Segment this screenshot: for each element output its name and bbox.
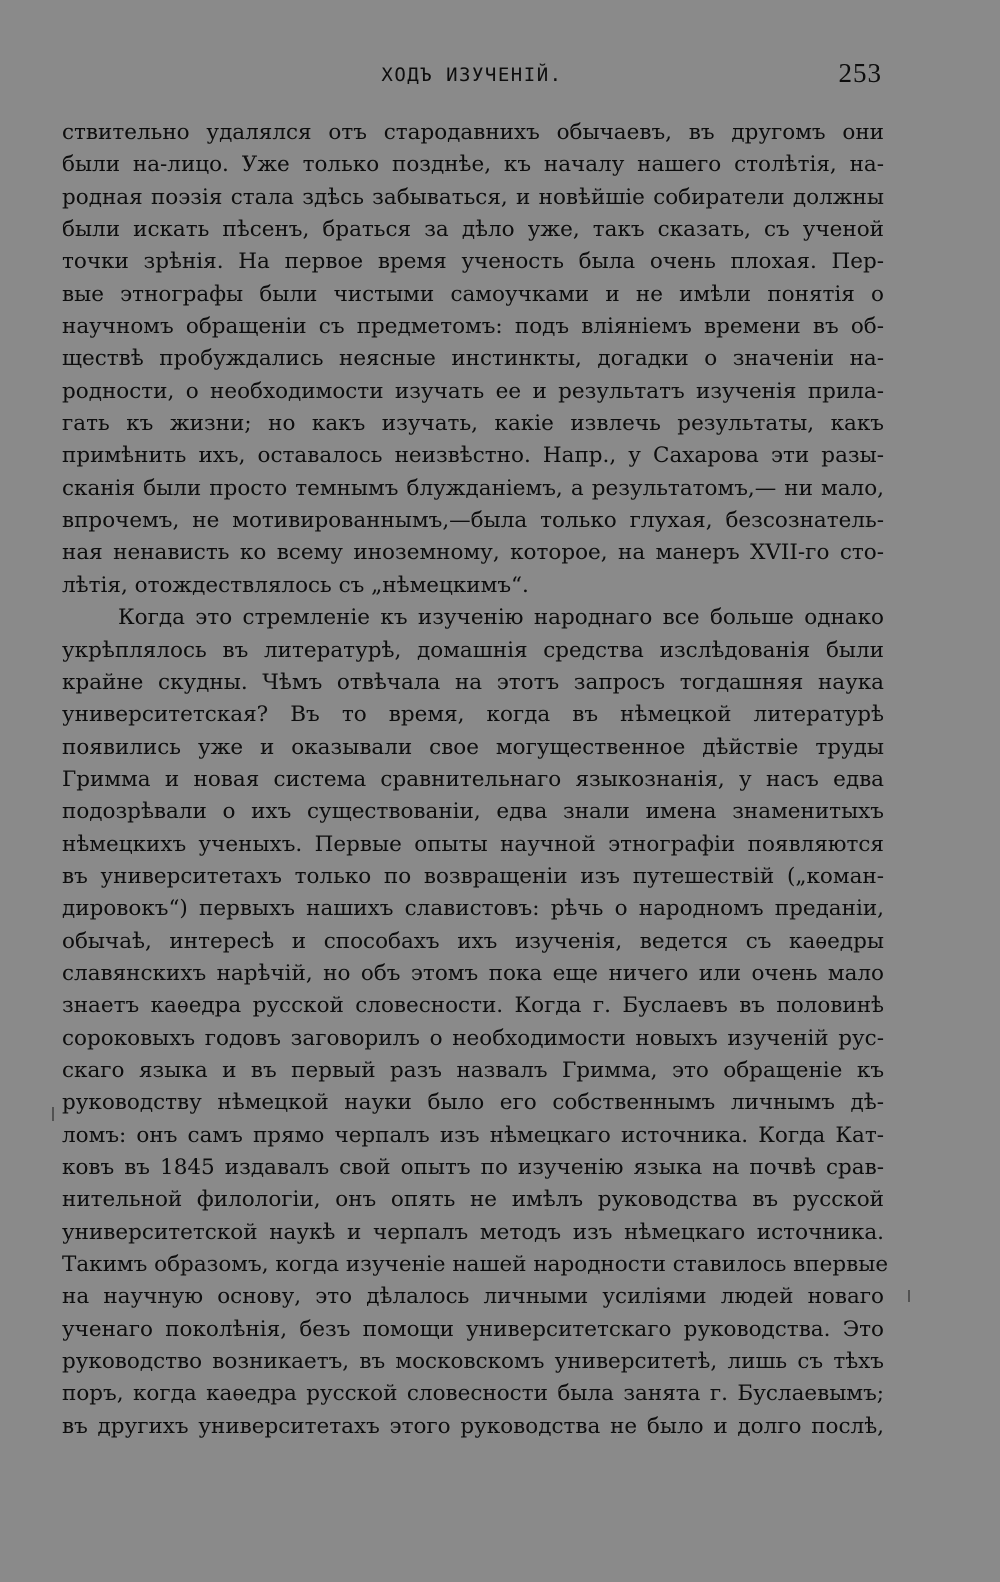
text-line: появились уже и оказывали свое могущественное дѣйствіе труды	[62, 734, 884, 760]
text-line: ная ненависть ко всему иноземному, которое, на манеръ XVII-го сто-	[62, 540, 884, 566]
text-line: укрѣплялось въ литературѣ, домашнія средства изслѣдованія были	[62, 637, 884, 663]
text-line: сканія были просто темнымъ блужданіемъ, а результатомъ,— ни мало,	[62, 475, 884, 501]
scan-speck	[52, 1107, 54, 1121]
text-line: ковъ въ 1845 издавалъ свой опытъ по изученію языка на почвѣ срав-	[62, 1155, 884, 1180]
text-line: были на-лицо. Уже только позднѣе, къ началу нашего столѣтія, на-	[62, 152, 884, 178]
text-line: обычаѣ, интересѣ и способахъ ихъ изученія, ведется съ каѳедры	[62, 928, 884, 954]
text-line: подозрѣвали о ихъ существованіи, едва знали имена знаменитыхъ	[62, 799, 884, 825]
text-line: ученаго поколѣнія, безъ помощи университетскаго руководства. Это	[62, 1316, 884, 1342]
text-line: въ университетахъ только по возвращеніи изъ путешествій („коман-	[62, 863, 884, 889]
body-text	[62, 117, 889, 1443]
text-line: вые этнографы были чистыми самоучками и не имѣли понятія о	[62, 281, 884, 307]
text-line: скаго языка и въ первый разъ назвалъ Гримма, это обращеніе къ	[62, 1057, 884, 1083]
text-line: руководству нѣмецкой науки было его собственнымъ личнымъ дѣ-	[62, 1090, 884, 1116]
text-line: на научную основу, это дѣлалось личными усиліями людей новаго	[62, 1284, 884, 1310]
text-line: Такимъ образомъ, когда изученіе нашей народности ставилось впервые	[62, 1252, 889, 1278]
text-line: въ другихъ университетахъ этого руководства не было и долго послѣ,	[62, 1413, 884, 1439]
text-line: родная поэзія стала здѣсь забываться, и новѣйшіе собиратели должны	[62, 184, 884, 210]
text-line: ломъ: онъ самъ прямо черпалъ изъ нѣмецкаго источника. Когда Кат-	[62, 1122, 884, 1148]
text-line: ствительно удалялся отъ стародавнихъ обычаевъ, въ другомъ они	[62, 120, 884, 145]
text-line: нительной филологіи, онъ опять не имѣлъ руководства въ русской	[62, 1187, 884, 1213]
text-line: впрочемъ, не мотивированнымъ,—была только глухая, безсознатель-	[62, 508, 884, 534]
text-line: были искать пѣсенъ, браться за дѣло уже, такъ сказать, съ ученой	[62, 217, 884, 243]
text-line: примѣнить ихъ, оставалось неизвѣстно. Напр., у Сахарова эти разы-	[62, 443, 884, 469]
text-line: знаетъ каѳедра русской словесности. Когда г. Буслаевъ въ половинѣ	[62, 993, 884, 1019]
running-head	[62, 58, 882, 92]
paragraph-start-line: Когда это стремленіе къ изученію народнаго все больше однако	[118, 605, 884, 631]
running-title: ХОДЪ ИЗУЧЕНІЙ.	[381, 64, 563, 86]
paragraph-end-line: лѣтія, отождествлялось съ „нѣмецкимъ“.	[62, 572, 529, 598]
text-line: руководство возникаетъ, въ московскомъ университетѣ, лишь съ тѣхъ	[62, 1349, 884, 1375]
scan-speck	[908, 1290, 910, 1302]
text-line: научномъ обращеніи съ предметомъ: подъ вліяніемъ времени въ об-	[62, 314, 884, 340]
text-line: ществѣ пробуждались неясные инстинкты, догадки о значеніи на-	[62, 346, 884, 372]
text-line: университетская? Въ то время, когда въ нѣмецкой литературѣ	[62, 702, 884, 728]
text-line: крайне скудны. Чѣмъ отвѣчала на этотъ запросъ тогдашняя наука	[62, 669, 884, 695]
text-line: Гримма и новая система сравнительнаго языкознанія, у насъ едва	[62, 766, 884, 792]
text-line: поръ, когда каѳедра русской словесности была занята г. Буслаевымъ;	[62, 1381, 884, 1407]
text-line: университетской наукѣ и черпалъ методъ изъ нѣмецкаго источника.	[62, 1219, 884, 1245]
text-line: сороковыхъ годовъ заговорилъ о необходимости новыхъ изученій рус-	[62, 1025, 884, 1051]
text-line: нѣмецкихъ ученыхъ. Первые опыты научной этнографіи появляются	[62, 831, 884, 857]
text-line: гать къ жизни; но какъ изучать, какіе извлечь результаты, какъ	[62, 411, 884, 437]
page-number: 253	[838, 58, 882, 88]
text-line: родности, о необходимости изучать ее и результатъ изученія прила-	[62, 378, 884, 404]
text-line: точки зрѣнія. На первое время ученость была очень плохая. Пер-	[62, 249, 884, 275]
text-line: дировокъ“) первыхъ нашихъ славистовъ: рѣчь о народномъ преданіи,	[62, 896, 884, 922]
text-line: славянскихъ нарѣчій, но объ этомъ пока еще ничего или очень мало	[62, 960, 884, 986]
